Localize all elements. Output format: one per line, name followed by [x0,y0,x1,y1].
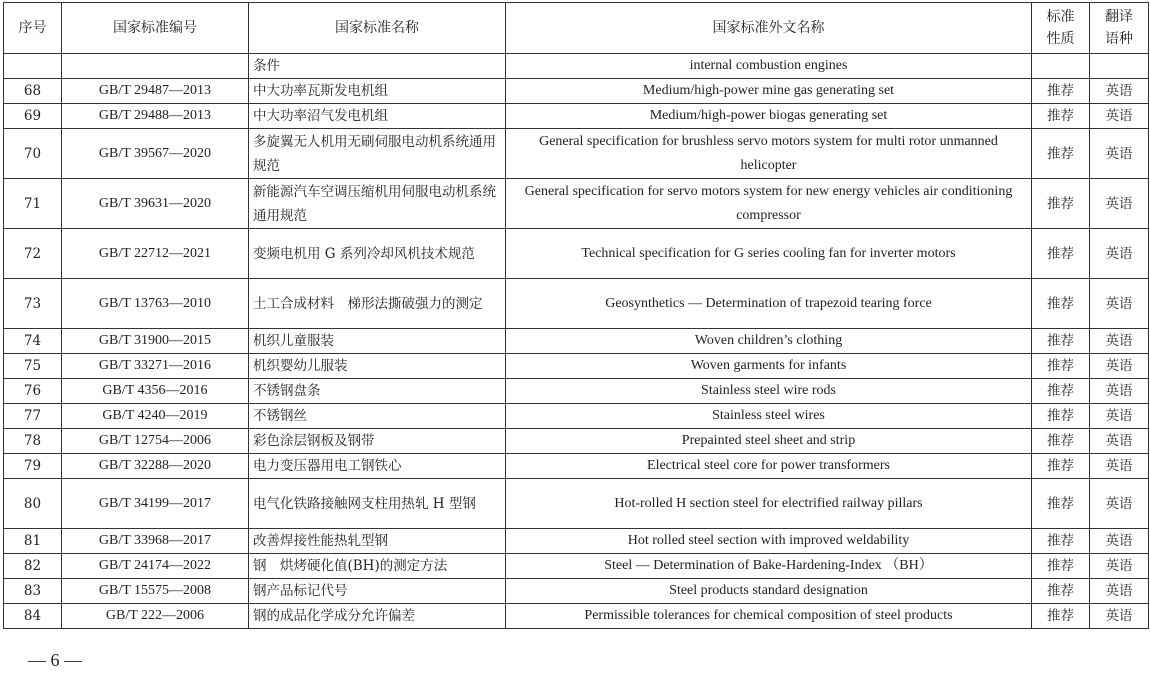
cell-en-name: General specification for brushless servo motors system for multi rotor unmanned helicopter [506,129,1032,179]
cell-type: 推荐 [1032,179,1090,229]
cell-no: 69 [4,104,62,129]
cell-code: GB/T 12754—2006 [62,429,249,454]
cell-cn-name: 改善焊接性能热轧型钢 [249,529,506,554]
cell-code: GB/T 33271—2016 [62,354,249,379]
cell-no: 76 [4,379,62,404]
cell-code: GB/T 29487—2013 [62,79,249,104]
header-type-text: 标准性质 [1046,9,1075,47]
cell-cn-name: 钢产品标记代号 [249,579,506,604]
table-row [4,379,1149,404]
cell-en-name: Stainless steel wires [506,404,1032,429]
cell-type: 推荐 [1032,79,1090,104]
cell-type: 推荐 [1032,604,1090,629]
cell-code: GB/T 39631—2020 [62,179,249,229]
cell-cn-name: 变频电机用 G 系列冷却风机技术规范 [249,229,506,279]
cell-en-name: Technical specification for G series cooling fan for inverter motors [506,229,1032,279]
table-row [4,104,1149,129]
cell-en-name: Woven children’s clothing [506,329,1032,354]
cell-no: 68 [4,79,62,104]
cell-lang: 英语 [1090,529,1149,554]
cell-no: 83 [4,579,62,604]
cell-cn-name: 机织婴幼儿服装 [249,354,506,379]
cell-type: 推荐 [1032,329,1090,354]
cell-code [62,54,249,79]
cell-code: GB/T 34199—2017 [62,479,249,529]
cell-en-name: Geosynthetics — Determination of trapezoid tearing force [506,279,1032,329]
cell-no [4,54,62,79]
cell-type: 推荐 [1032,479,1090,529]
cell-no: 78 [4,429,62,454]
cell-lang: 英语 [1090,229,1149,279]
cell-no: 84 [4,604,62,629]
table-row [4,54,1149,79]
header-lang [1090,3,1149,54]
cell-cn-name: 中大功率瓦斯发电机组 [249,79,506,104]
header-type [1032,3,1090,54]
standards-table [3,2,1149,629]
cell-type: 推荐 [1032,554,1090,579]
cell-cn-name: 多旋翼无人机用无刷伺服电动机系统通用规范 [249,129,506,179]
cell-cn-name: 新能源汽车空调压缩机用伺服电动机系统通用规范 [249,179,506,229]
cell-lang: 英语 [1090,404,1149,429]
table-row [4,479,1149,529]
table-row [4,404,1149,429]
table-row [4,279,1149,329]
cell-type: 推荐 [1032,429,1090,454]
cell-en-name: Steel products standard designation [506,579,1032,604]
cell-cn-name: 条件 [249,54,506,79]
cell-type: 推荐 [1032,104,1090,129]
cell-en-name: Electrical steel core for power transformers [506,454,1032,479]
cell-lang: 英语 [1090,129,1149,179]
table-body [4,54,1149,629]
cell-en-name: internal combustion engines [506,54,1032,79]
cell-type: 推荐 [1032,404,1090,429]
cell-lang: 英语 [1090,604,1149,629]
cell-cn-name: 不锈钢丝 [249,404,506,429]
cell-code: GB/T 22712—2021 [62,229,249,279]
cell-en-name: Permissible tolerances for chemical composition of steel products [506,604,1032,629]
cell-code: GB/T 39567—2020 [62,129,249,179]
cell-cn-name: 中大功率沼气发电机组 [249,104,506,129]
header-lang-text: 翻译语种 [1105,9,1133,47]
cell-type: 推荐 [1032,379,1090,404]
cell-lang [1090,54,1149,79]
table-row [4,429,1149,454]
table-row [4,579,1149,604]
table-row [4,454,1149,479]
cell-no: 73 [4,279,62,329]
cell-type [1032,54,1090,79]
cell-cn-name: 钢 烘烤硬化值(BH)的测定方法 [249,554,506,579]
cell-lang: 英语 [1090,329,1149,354]
cell-code: GB/T 24174—2022 [62,554,249,579]
cell-en-name: Stainless steel wire rods [506,379,1032,404]
table-row [4,129,1149,179]
cell-cn-name: 彩色涂层钢板及钢带 [249,429,506,454]
cell-en-name: Hot-rolled H section steel for electrified railway pillars [506,479,1032,529]
header-en-name: 国家标准外文名称 [506,3,1032,54]
cell-lang: 英语 [1090,79,1149,104]
header-no: 序号 [4,3,62,54]
table-row [4,329,1149,354]
table-row [4,229,1149,279]
cell-type: 推荐 [1032,354,1090,379]
cell-code: GB/T 4240—2019 [62,404,249,429]
header-cn-name: 国家标准名称 [249,3,506,54]
cell-type: 推荐 [1032,529,1090,554]
cell-cn-name: 不锈钢盘条 [249,379,506,404]
cell-code: GB/T 29488—2013 [62,104,249,129]
cell-lang: 英语 [1090,179,1149,229]
cell-code: GB/T 4356—2016 [62,379,249,404]
cell-no: 74 [4,329,62,354]
table-row [4,354,1149,379]
cell-no: 77 [4,404,62,429]
cell-lang: 英语 [1090,429,1149,454]
table-row [4,529,1149,554]
cell-type: 推荐 [1032,129,1090,179]
cell-lang: 英语 [1090,554,1149,579]
cell-cn-name: 机织儿童服装 [249,329,506,354]
table-row [4,179,1149,229]
cell-lang: 英语 [1090,454,1149,479]
cell-code: GB/T 13763—2010 [62,279,249,329]
cell-no: 75 [4,354,62,379]
header-code: 国家标准编号 [62,3,249,54]
cell-no: 70 [4,129,62,179]
cell-lang: 英语 [1090,354,1149,379]
table-row [4,604,1149,629]
cell-type: 推荐 [1032,579,1090,604]
cell-type: 推荐 [1032,279,1090,329]
cell-no: 79 [4,454,62,479]
table-row [4,554,1149,579]
cell-type: 推荐 [1032,454,1090,479]
table-header-row [4,3,1149,54]
cell-lang: 英语 [1090,579,1149,604]
cell-en-name: Woven garments for infants [506,354,1032,379]
cell-cn-name: 电气化铁路接触网支柱用热轧 H 型钢 [249,479,506,529]
cell-code: GB/T 15575—2008 [62,579,249,604]
cell-code: GB/T 31900—2015 [62,329,249,354]
cell-type: 推荐 [1032,229,1090,279]
cell-lang: 英语 [1090,379,1149,404]
cell-code: GB/T 32288—2020 [62,454,249,479]
page-number: — 6 — [28,650,82,670]
cell-code: GB/T 222—2006 [62,604,249,629]
cell-lang: 英语 [1090,479,1149,529]
cell-en-name: Medium/high-power biogas generating set [506,104,1032,129]
cell-no: 82 [4,554,62,579]
cell-en-name: Prepainted steel sheet and strip [506,429,1032,454]
cell-cn-name: 土工合成材料 梯形法撕破强力的测定 [249,279,506,329]
table-row [4,79,1149,104]
cell-en-name: Medium/high-power mine gas generating set [506,79,1032,104]
cell-code: GB/T 33968—2017 [62,529,249,554]
cell-cn-name: 钢的成品化学成分允许偏差 [249,604,506,629]
cell-en-name: Steel — Determination of Bake-Hardening-Index （BH） [506,554,1032,579]
cell-no: 80 [4,479,62,529]
cell-cn-name: 电力变压器用电工钢铁心 [249,454,506,479]
cell-en-name: Hot rolled steel section with improved weldability [506,529,1032,554]
cell-no: 72 [4,229,62,279]
cell-lang: 英语 [1090,104,1149,129]
cell-en-name: General specification for servo motors system for new energy vehicles air conditioning compressor [506,179,1032,229]
cell-no: 71 [4,179,62,229]
cell-lang: 英语 [1090,279,1149,329]
cell-no: 81 [4,529,62,554]
